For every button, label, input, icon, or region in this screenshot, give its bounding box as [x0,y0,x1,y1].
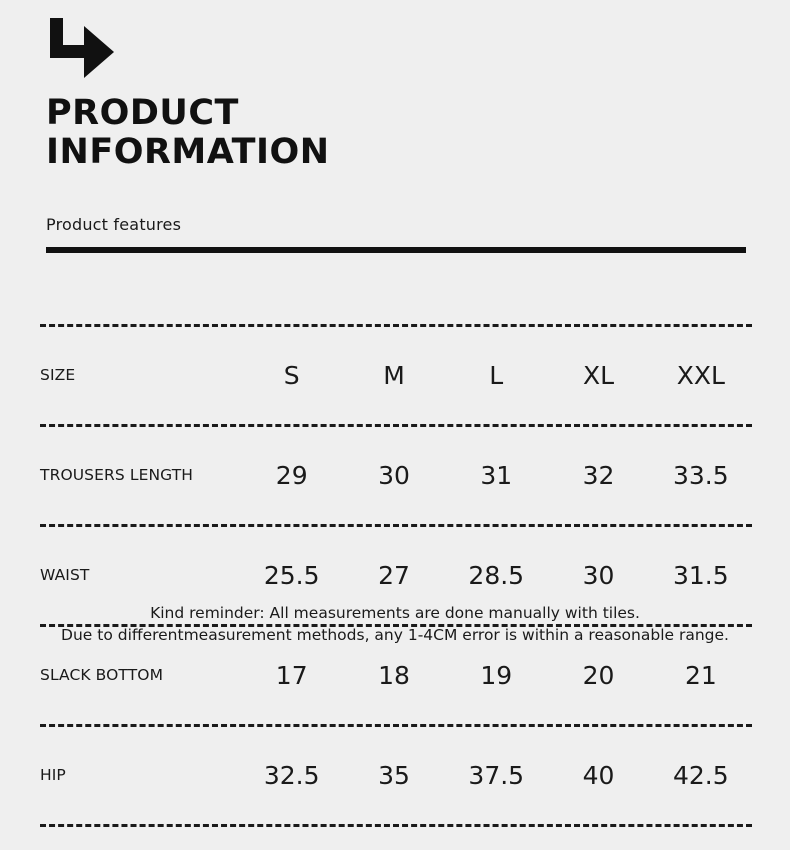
cell-value: 25.5 [263,560,320,590]
page-title-line1: PRODUCT [46,93,239,133]
row-label: HIP [40,766,66,784]
column-header-l: L [489,360,504,390]
header-divider [46,247,746,253]
column-header-size: SIZE [40,366,76,384]
cell-value: 19 [480,660,513,690]
header [46,18,746,172]
table-row [40,450,752,500]
cell-value: 40 [582,760,615,790]
table-row [40,550,752,600]
column-header-m: M [383,360,405,390]
cell-value: 21 [684,660,717,690]
row-label: WAIST [40,566,90,584]
cell-value: 27 [378,560,410,590]
size-table [40,300,752,850]
cell-value: 33.5 [673,460,729,490]
row-label: TROUSERS LENGTH [40,466,194,484]
cell-value: 28.5 [468,560,525,590]
cell-value: 20 [582,660,615,690]
cell-value: 17 [275,660,308,690]
product-features-label: Product features [46,215,182,234]
cell-value: 30 [378,460,410,490]
cell-value: 32.5 [263,760,320,790]
column-header-s: S [283,360,300,390]
cell-value: 32 [582,460,615,490]
cell-value: 30 [582,560,615,590]
measurement-note-line2: Due to differentmeasurement methods, any 1-4CM error is within a reasonable range. [61,626,729,645]
measurement-note [0,602,790,647]
cell-value: 37.5 [468,760,525,790]
cell-value: 31 [480,460,513,490]
table-divider [40,500,752,550]
page-title [46,94,746,172]
row-label: SLACK BOTTOM [40,666,164,684]
table-divider [40,400,752,450]
table-row [40,650,752,700]
cell-value: 31.5 [673,560,729,590]
column-header-xxl: XXL [676,360,725,390]
column-header-xl: XL [583,360,615,390]
table-divider [40,700,752,750]
table-row [40,750,752,800]
cell-value: 29 [275,460,308,490]
size-chart [40,300,752,850]
page-title-line2: INFORMATION [46,132,330,173]
table-divider [40,300,752,350]
cell-value: 42.5 [673,760,729,790]
table-divider [40,800,752,850]
cell-value: 18 [378,660,410,690]
arrow-down-right-icon [46,18,746,80]
cell-value: 35 [378,760,410,790]
table-header-row [40,350,752,400]
measurement-note-line1: Kind reminder: All measurements are done manually with tiles. [150,604,640,622]
